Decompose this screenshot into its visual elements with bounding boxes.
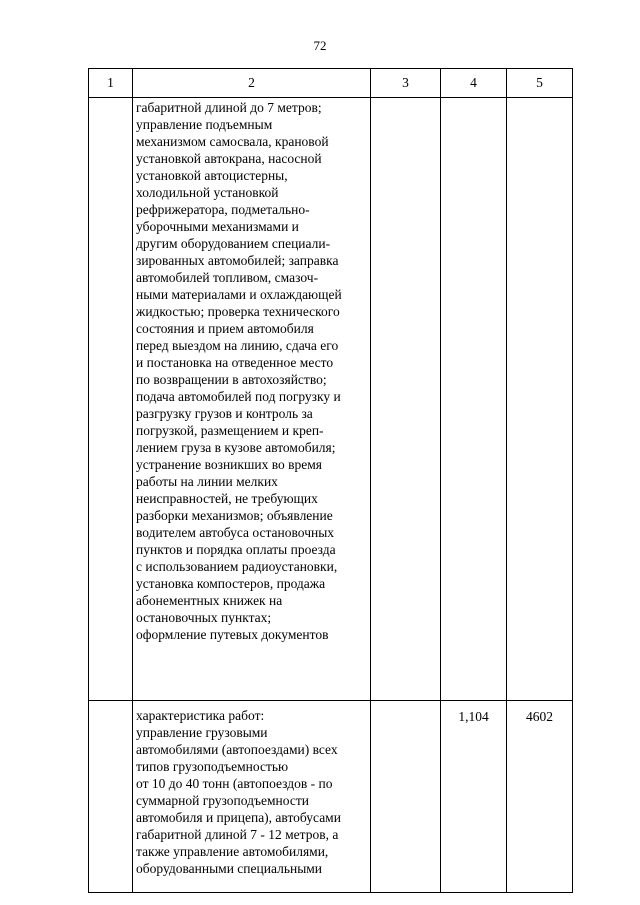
column-header-1: 1 [89,69,133,98]
description-line: холодильной установкой [136,185,279,200]
column-header-4: 4 [441,69,507,98]
row-1-col-5 [507,98,573,701]
description-line: габаритной длиной 7 - 12 метров, а [136,827,339,842]
description-line: устранение возникших во время [136,457,322,472]
description-line: уборочными механизмами и [136,219,299,234]
description-line: разгрузку грузов и контроль за [136,406,313,421]
description-line: автомобилями (автопоездами) всех [136,742,338,757]
description-line: автомобилей топливом, смазоч- [136,270,319,285]
column-header-5: 5 [507,69,573,98]
description-line: оборудованными специальными [136,861,323,876]
description-line: другим оборудованием специали- [136,236,331,251]
row-1-col-4 [441,98,507,701]
column-header-2: 2 [133,69,371,98]
row-1-col-1 [89,98,133,701]
description-line: управление грузовыми [136,725,268,740]
description-line: подача автомобилей под погрузку и [136,389,341,404]
description-line: состояния и прием автомобиля [136,321,314,336]
description-line: суммарной грузоподъемности [136,793,309,808]
description-line: рефрижератора, подметально- [136,202,310,217]
description-line: разборки механизмов; объявление [136,508,333,523]
description-line: от 10 до 40 тонн (автопоездов - по [136,776,333,791]
description-line: габаритной длиной до 7 метров; [136,100,322,115]
description-line: оформление путевых документов [136,627,329,642]
description-line: и постановка на отведенное место [136,355,334,370]
description-line: жидкостью; проверка технического [136,304,340,319]
description-line: типов грузоподъемностью [136,759,289,774]
description-line: с использованием радиоустановки, [136,559,338,574]
description-line: погрузкой, размещением и креп- [136,423,324,438]
tariff-table [88,68,573,893]
row-2-description [133,701,371,893]
description-line: автомобиля и прицепа), автобусами [136,810,341,825]
description-line: неисправностей, не требующих [136,491,318,506]
description-line: механизмом самосвала, крановой [136,134,329,149]
description-line: лением груза в кузове автомобиля; [136,440,336,455]
table-header-row [89,69,573,98]
description-line: пунктов и порядка оплаты проезда [136,542,336,557]
row-2-col-3 [371,701,441,893]
row-2-coefficient: 1,104 [441,701,507,893]
description-line: характеристика работ: [136,708,265,723]
table-row [89,701,573,893]
description-line: установкой автоцистерны, [136,168,288,183]
column-header-3: 3 [371,69,441,98]
row-1-col-3 [371,98,441,701]
description-line: водителем автобуса остановочных [136,525,335,540]
description-line: остановочных пунктах; [136,610,272,625]
description-line: абонементных книжек на [136,593,283,608]
description-line: зированных автомобилей; заправка [136,253,339,268]
row-2-col-1 [89,701,133,893]
description-line: управление подъемным [136,117,273,132]
description-line: по возвращении в автохозяйство; [136,372,327,387]
description-line: также управление автомобилями, [136,844,329,859]
description-line: ными материалами и охлаждающей [136,287,342,302]
row-2-salary: 4602 [507,701,573,893]
row-1-description [133,98,371,701]
page-number: 72 [313,38,327,53]
description-line: установка компостеров, продажа [136,576,326,591]
description-line: установкой автокрана, насосной [136,151,322,166]
description-line: перед выездом на линию, сдача его [136,338,339,353]
description-line: работы на линии мелких [136,474,278,489]
table-row [89,98,573,701]
